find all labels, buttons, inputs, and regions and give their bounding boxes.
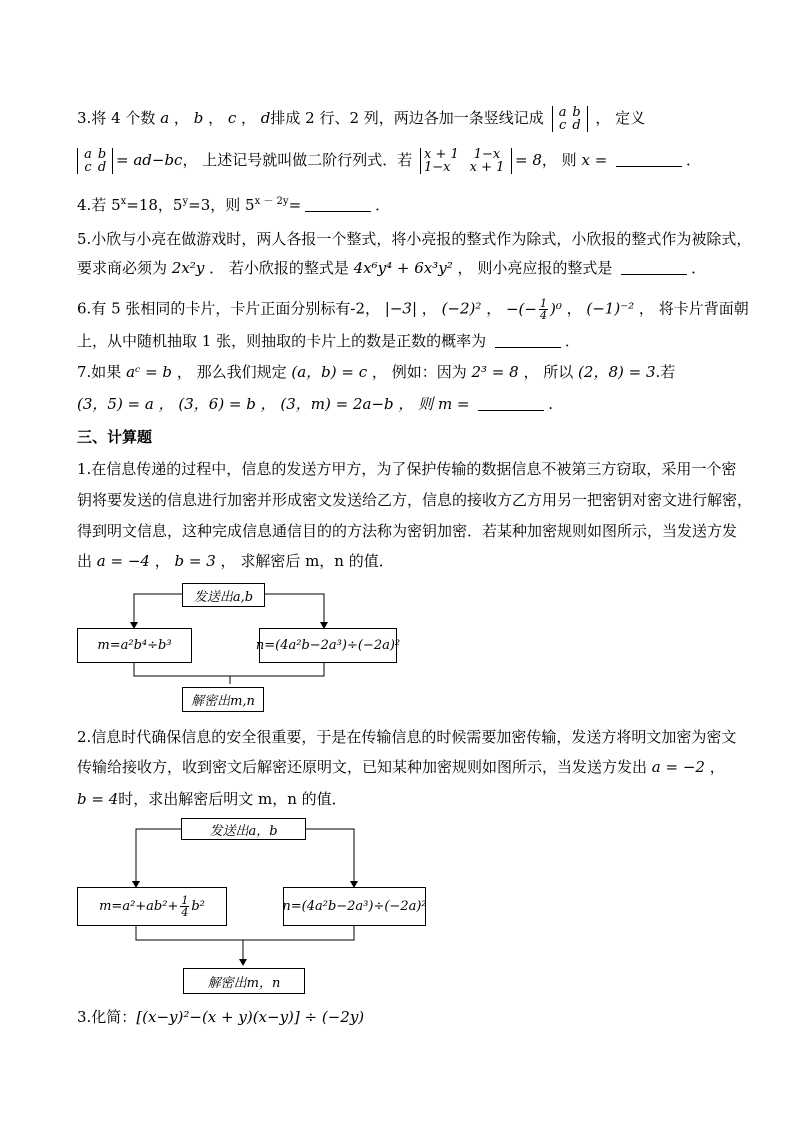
q5-line2 [77, 258, 706, 278]
fc2-arrow-right [306, 829, 354, 884]
c1-line2: 钥将要发送的信息进行加密并形成密文发送给乙方，信息的接收方乙方用另一把密钥对密文进行解密， [77, 491, 753, 509]
q3-line1: 3.将 4 个数 a ， b ， c ， d排成 2 行、2 列，两边各加一条竖线记成 a b c d ， 定义 [77, 105, 646, 133]
polynomial: 4x⁶y⁴ + 6x³y² [353, 259, 453, 277]
q7-end: . [548, 395, 554, 413]
fc1-n-box: n=(4a²b−2a³)÷(−2a)² [259, 628, 397, 663]
card-square: (−2)² [441, 299, 482, 318]
c1-line3: 得到明文信息，这种完成信息通信目的的方法称为密钥加密．若某种加密规则如图所示，当发送方发 [77, 522, 738, 540]
c2-value-b: b = 4 [77, 790, 119, 808]
c1-line4: 出 a = −4 ， b = 3 ， 求解密后 m，n 的值． [77, 552, 394, 570]
answer-blank[interactable] [478, 396, 544, 411]
q7-line2 [77, 394, 553, 414]
quotient: 2x²y [171, 259, 205, 277]
q4-end: ． [375, 196, 391, 214]
c3-label: 3.化简： [77, 1008, 137, 1026]
q6-text-a: 6.有 5 张相同的卡片，卡片正面分别标有-2， [77, 299, 381, 318]
var-d: d [260, 109, 271, 127]
q5-end: ． [691, 259, 707, 277]
q3-mid: 排成 2 行、2 列，两边各加一条竖线记成 [270, 109, 544, 127]
q5-text-b: ． 若小欣报的整式是 [209, 259, 349, 277]
q7-rule: (a，b) = c [291, 363, 368, 381]
var-c: c [227, 109, 237, 127]
c2-text-line3: 时，求出解密后明文 m，n 的值． [118, 790, 347, 808]
q5-text-a: 要求商必须为 [77, 259, 168, 277]
var-b: b [193, 109, 204, 127]
determinant-definition: a b c d [77, 148, 113, 174]
q6-line2 [77, 331, 580, 351]
q3-ask: ， 则 [541, 151, 577, 169]
fc1-m-box: m=a²b⁴÷b³ [77, 628, 192, 663]
section-heading: 三、计算题 [77, 428, 153, 446]
q3-end: ． [686, 151, 702, 169]
fc1-decrypt-box: 解密出m,n [182, 687, 264, 712]
c1-value-b: b = 3 [174, 552, 216, 570]
determinant-notation: a b c d [552, 106, 588, 132]
q6-text-line2: 上，从中随机抽取 1 张，则抽取的卡片上的数是正数的概率为 [77, 332, 487, 350]
q4-line [77, 192, 390, 215]
c2-value-a: a = −2 [651, 758, 705, 776]
q7-text-line2: (3，5) = a ， (3，6) = b ， (3，m) = 2a−b ， 则 m = [77, 395, 470, 413]
determinant-equation: x + 1 1−x 1−x x + 1 [420, 148, 512, 174]
var-x: x = [581, 151, 608, 169]
q4-text-b: =18，5 [126, 196, 183, 214]
c1-value-a: a = −4 [96, 552, 150, 570]
c2-comma: ， [709, 758, 725, 776]
card-neg-power: (−1)⁻² [586, 299, 635, 318]
q7-example-result: (2，8) = 3 [578, 363, 656, 381]
q7-line1 [77, 362, 675, 382]
fc2-decrypt-box: 解密出m，n [183, 968, 305, 994]
fc2-merge [136, 925, 354, 940]
q4-text-c: =3，则 5 [188, 196, 255, 214]
c1-line1: 1.在信息传递的过程中，信息的发送方甲方，为了保护传输的数据信息不被第三方窃取，采用一个密 [77, 460, 737, 478]
q3-def-text: ， 上述记号就叫做二阶行列式．若 [182, 151, 413, 169]
card-abs: |−3| [384, 299, 418, 318]
q3-prefix: 3.将 4 个数 [77, 109, 156, 127]
var-a: a [160, 109, 170, 127]
definition-rhs: = ad−bc [116, 151, 183, 169]
q7-text-b: ， 那么我们规定 [176, 363, 287, 381]
q3-suffix: ， 定义 [595, 109, 646, 127]
q3-line2 [77, 148, 701, 174]
c2-line2 [77, 757, 725, 777]
fc1-arrow-right [265, 594, 324, 625]
q7-text-a: 7.如果 [77, 363, 122, 381]
c2-line3 [77, 789, 347, 809]
c3-line [77, 1007, 364, 1027]
fc2-n-box: n=(4a²b−2a³)÷(−2a)² [283, 887, 426, 926]
c1-text-a: 出 [77, 552, 93, 570]
arrowhead [239, 959, 247, 966]
c2-text-line2: 传输给接收方，收到密文后解密还原明文，已知某种加密规则如图所示，当发送方发出 [77, 758, 648, 776]
q6-end: ． [564, 332, 580, 350]
q7-text-c: ， 例如：因为 [371, 363, 467, 381]
answer-blank[interactable] [621, 260, 687, 275]
fc1-arrow-left [134, 594, 182, 625]
fc1-merge [134, 662, 324, 676]
q4-eq: = [288, 196, 302, 214]
card-zero-power: −(− $\frac{1}{4}$ )⁰ [505, 297, 562, 322]
q6-text-b: ， 将卡片背面朝 [638, 299, 749, 318]
equation-rhs: = 8 [515, 151, 542, 169]
fc2-m-box: m=a²+ab²+ $\frac{1}{4}$ b² [77, 887, 227, 926]
answer-blank[interactable] [305, 197, 371, 212]
exp-x: x [120, 196, 127, 207]
q5-line1: 5.小欣与小亮在做游戏时，两人各报一个整式，将小亮报的整式作为除式，小欣报的整式作为被除式， [77, 230, 752, 248]
q7-text-d: ， 所以 [523, 363, 574, 381]
c2-line1: 2.信息时代确保信息的安全很重要，于是在传输信息的时候需要加密传输，发送方将明文加密为密文 [77, 728, 737, 746]
fc2-send-box: 发送出a，b [181, 818, 306, 840]
q6-line1: 6.有 5 张相同的卡片，卡片正面分别标有-2， |−3| ， (−2)² ， −(− $\frac{1}{4}$ )⁰ ， (−1)⁻² ， 将卡片背面朝 [77, 297, 749, 322]
exp-y: y [182, 196, 189, 207]
q7-text-e: .若 [655, 363, 676, 381]
q4-text: 4.若 5 [77, 196, 121, 214]
fc1-send-box: 发送出a,b [182, 583, 265, 607]
answer-blank[interactable] [495, 333, 561, 348]
fc2-arrow-left [136, 829, 181, 884]
q7-condition: aᶜ = b [126, 363, 173, 381]
c3-expression: [(x−y)²−(x + y)(x−y)] ÷ (−2y) [136, 1008, 365, 1026]
exp-x-2y: x － 2y [254, 196, 289, 207]
q7-example: 2³ = 8 [471, 363, 519, 381]
c1-text-b: ， 求解密后 m，n 的值． [220, 552, 394, 570]
q5-text-c: ， 则小亮应报的整式是 [457, 259, 613, 277]
answer-blank[interactable] [616, 152, 682, 167]
